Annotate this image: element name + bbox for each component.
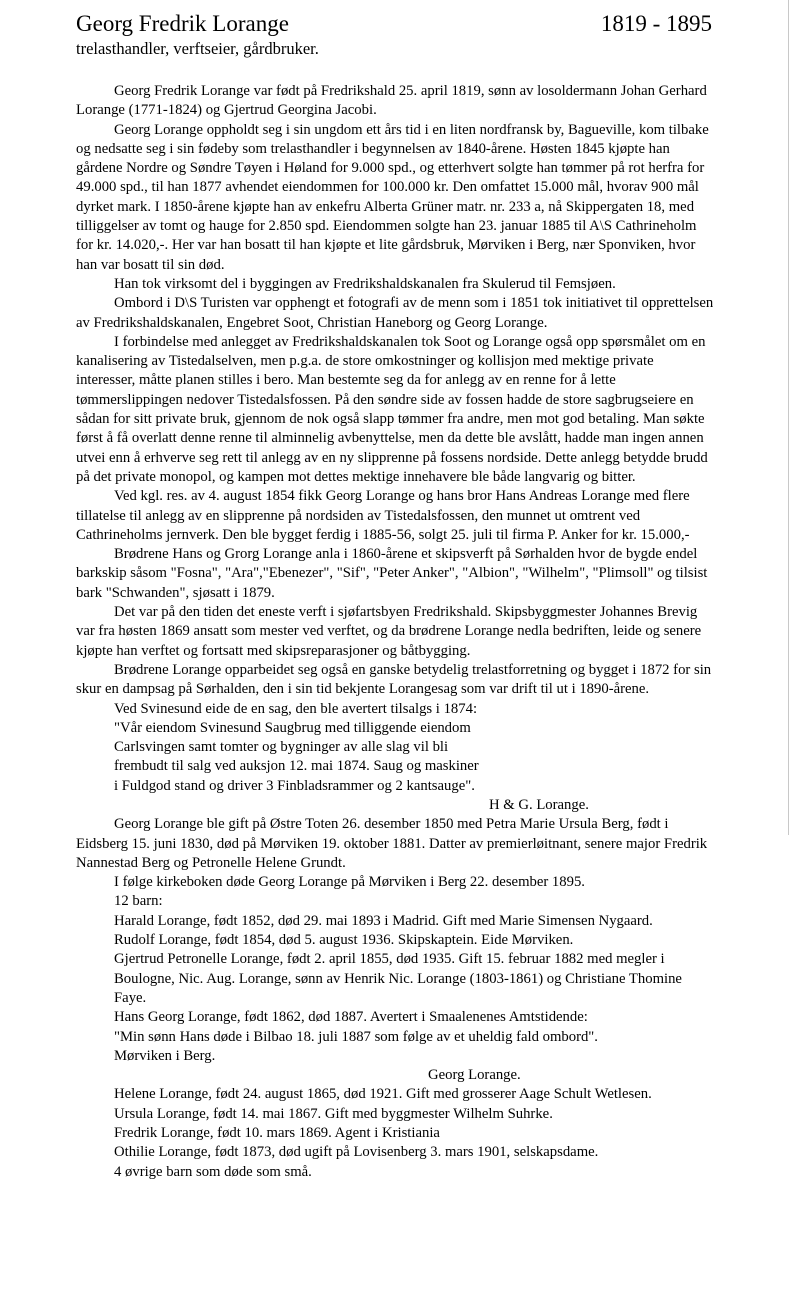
child-entry: Ursula Lorange, født 14. mai 1867. Gift med byggmester Wilhelm Suhrke.	[114, 1105, 553, 1122]
title-row	[76, 10, 716, 38]
document-header	[76, 10, 716, 60]
paragraph-sawmill: Brødrene Lorange opparbeidet seg også en ganske betydelig trelastforretning og bygget i 1872 for sin skur en dampsag på Sørhalden, den i sin tid bekjente Lorangesag som var drift til ut i 1890-årene.	[76, 661, 712, 698]
child-entry: Hans Georg Lorange, født 1862, død 1887. Avertert i Smaalenenes Amtstidende:	[114, 1009, 588, 1026]
ad-signature: H & G. Lorange.	[489, 796, 589, 813]
ad-line: i Fuldgod stand og driver 3 Finbladsrammer og 2 kantsauge".	[114, 777, 475, 794]
paragraph-photo: Ombord i D\S Turisten var opphengt et fotografi av de menn som i 1851 tok initiativet til opprettelsen av Fredrikshaldskanalen, Engebret Soot, Christian Haneborg og Georg Lorange.	[76, 295, 714, 331]
child-entry: Fredrik Lorange, født 10. mars 1869. Agent i Kristiania	[114, 1125, 440, 1142]
paragraph-death: I følge kirkeboken døde Georg Lorange på Mørviken i Berg 22. desember 1895.	[114, 874, 585, 891]
paragraph-career: Georg Lorange oppholdt seg i sin ungdom ett års tid i en liten nordfransk by, Bagueville, kom tilbake og nedsatte seg i sin fødeby som trelasthandler i begynnelsen av 1840-årene. Høsten 1845 kjøpte han gårdene Nordre og Søndre Tøyen i Høland for 9.000 spd., og etterhvert solgte han tømmer på rot herfra for 49.000 spd., til han 1877 avhendet eiendommen for 100.000 kr. Den omfattet 15.000 mål, hvorav 900 mål dyrket mark. I 1850-årene kjøpte han av enkefru Alberta Grüner matr. nr. 233 a, nå Skippergaten 18, med tilliggelser av tomt og hauge for 2.850 spd. Eiendommen solgte han 23. januar 1885 til A\S Cathrineholm for kr. 14.020,-. Her var han bosatt til han kjøpte et lite gårdsbruk, Mørviken i Berg, nær Sponviken, hvor han var bosatt til sin død.	[76, 121, 709, 273]
document-body	[76, 82, 716, 1182]
occupation-subtitle: trelasthandler, verftseier, gårdbruker.	[76, 39, 319, 58]
paragraph-river: I forbindelse med anlegget av Fredrikshaldskanalen tok Soot og Lorange også opp spørsmålet om en kanalisering av Tistedalselven, men p.g.a. de store omkostninger og kollisjon med mektige private interesser, måtte planen stilles i bero. Man bestemte seg da for anlegg av en renne for å lette tømmerslippingen nedover Tistedalsfossen. På den søndre side av fossen hadde de store sagbrugseiere en sådan for sitt private bruk, gjennom de nok også slapp tømmer fra andre, men mot god betaling. Man søkte først å få overlatt denne renne til alminnelig avbenyttelse, men da dette ble avslått, hadde man ingen annen utvei enn å erhverve seg rett til anlegg av en ny slipprenne på fossens nordside. Dette anlegg betydde brudd på det private monopol, og kampen mot dettes mektige innehavere ble både langvarig og bitter.	[76, 333, 708, 485]
ad-line: Carlsvingen samt tomter og bygninger av alle slag vil bli	[114, 739, 449, 756]
ad-line: "Vår eiendom Svinesund Saugbrug med tilliggende eiendom	[114, 719, 471, 736]
obituary-quote: "Min sønn Hans døde i Bilbao 18. juli 1887 som følge av et uheldig fald ombord".	[114, 1028, 598, 1045]
paragraph-shipyard: Brødrene Hans og Grorg Lorange anla i 1860-årene et skipsverft på Sørhalden hvor de bygde endel barkskip såsom "Fosna", "Ara","Ebenezer", "Sif", "Peter Anker", "Albion", "Wilhelm", "Plimsoll" og tilsist bark "Schwanden", sjøsatt i 1879.	[76, 546, 708, 601]
obituary-signature: Georg Lorange.	[428, 1067, 521, 1084]
life-years: 1819 - 1895	[600, 11, 712, 36]
child-entry: 4 øvrige barn som døde som små.	[114, 1163, 312, 1180]
page-edge-line	[788, 0, 789, 835]
child-entry: Helene Lorange, født 24. august 1865, død 1921. Gift med grosserer Aage Schult Wetlesen.	[114, 1086, 652, 1103]
paragraph-brevig: Det var på den tiden det eneste verft i sjøfartsbyen Fredrikshald. Skipsbyggmester Johannes Brevig var fra høsten 1869 ansatt som mester ved verftet, og da brødrene Lorange nedla bedriften, leide og senere kjøpte han verftet og fortsatt med skipsreparasjoner og båtbygging.	[76, 604, 702, 659]
ad-intro: Ved Svinesund eide de en sag, den ble avertert tilsalgs i 1874:	[114, 700, 478, 717]
child-entry: Othilie Lorange, født 1873, død ugift på Lovisenberg 3. mars 1901, selskapsdame.	[114, 1144, 599, 1161]
person-name: Georg Fredrik Lorange	[76, 11, 289, 36]
paragraph-slipprenne: Ved kgl. res. av 4. august 1854 fikk Georg Lorange og hans bror Hans Andreas Lorange med flere tillatelse til anlegg av en slipprenne på nordsiden av Tistedalsfossen, den munnet ut omtrent ved Cathrineholms jernverk. Den ble bygget ferdig i 1885-56, solgt 25. juli til firma P. Anker for kr. 15.000,-	[76, 488, 690, 543]
children-heading: 12 barn:	[114, 893, 163, 910]
paragraph-canal: Han tok virksomt del i byggingen av Fredrikshaldskanalen fra Skulerud til Femsjøen.	[114, 275, 616, 292]
ad-line: frembudt til salg ved auksjon 12. mai 1874. Saug og maskiner	[114, 758, 479, 775]
obituary-place: Mørviken i Berg.	[114, 1047, 216, 1064]
child-entry: Gjertrud Petronelle Lorange, født 2. april 1855, død 1935. Gift 15. februar 1882 med megler i Boulogne, Nic. Aug. Lorange, sønn av Henrik Nic. Lorange (1803-1861) og Christiane Thomine Faye.	[114, 951, 682, 1006]
paragraph-marriage: Georg Lorange ble gift på Østre Toten 26. desember 1850 med Petra Marie Ursula Berg, født i Eidsberg 15. juni 1830, død på Mørviken 19. oktober 1881. Datter av premierløitnant, senere major Fredrik Nannestad Berg og Petronelle Helene Grundt.	[76, 816, 708, 871]
child-entry: Rudolf Lorange, født 1854, død 5. august 1936. Skipskaptein. Eide Mørviken.	[114, 932, 574, 949]
paragraph-birth: Georg Fredrik Lorange var født på Fredrikshald 25. april 1819, sønn av losoldermann Johan Gerhard Lorange (1771-1824) og Gjertrud Georgina Jacobi.	[76, 83, 707, 119]
child-entry: Harald Lorange, født 1852, død 29. mai 1893 i Madrid. Gift med Marie Simensen Nygaard.	[114, 912, 653, 929]
